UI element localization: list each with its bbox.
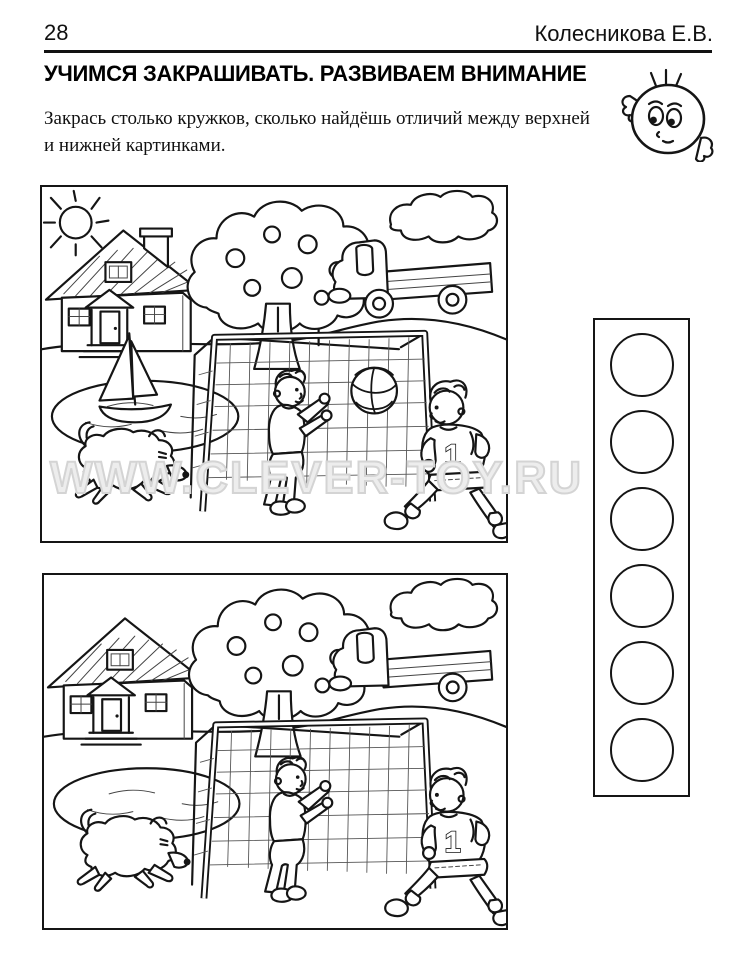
sun bbox=[44, 191, 108, 255]
cloud bbox=[390, 191, 497, 242]
instruction-text bbox=[44, 105, 624, 159]
page-title: УЧИМСЯ ЗАКРАШИВАТЬ. РАЗВИВАЕМ ВНИМАНИЕ bbox=[44, 61, 587, 86]
coloring-circles-strip bbox=[593, 318, 690, 797]
coloring-circle-6[interactable] bbox=[610, 718, 674, 782]
jumping-boy bbox=[265, 757, 332, 901]
author-name: Колесникова Е.В. bbox=[534, 21, 713, 46]
coloring-circle-5[interactable] bbox=[610, 641, 674, 705]
coloring-circle-3[interactable] bbox=[610, 487, 674, 551]
header-rule bbox=[44, 50, 712, 53]
instruction-line-2: и нижней картинками. bbox=[44, 135, 226, 156]
coloring-circle-4[interactable] bbox=[610, 564, 674, 628]
page-number: 28 bbox=[44, 20, 69, 45]
mascot-smiley-icon bbox=[616, 62, 716, 162]
bottom-picture bbox=[42, 573, 508, 930]
truck-front-wheel bbox=[365, 290, 393, 318]
running-boy bbox=[385, 380, 506, 538]
top-picture bbox=[40, 185, 508, 543]
house bbox=[48, 618, 200, 744]
running-boy bbox=[385, 768, 506, 925]
cloud bbox=[391, 579, 497, 630]
watermark-text: WWW.CLEVER-TOY.RU bbox=[50, 452, 584, 503]
house bbox=[46, 231, 199, 358]
jumping-boy bbox=[264, 370, 331, 515]
coloring-circle-2[interactable] bbox=[610, 410, 674, 474]
coloring-circle-1[interactable] bbox=[610, 333, 674, 397]
ball bbox=[351, 367, 397, 413]
instruction-line-1: Закрась столько кружков, сколько найдёшь отличий между верхней bbox=[44, 108, 590, 129]
